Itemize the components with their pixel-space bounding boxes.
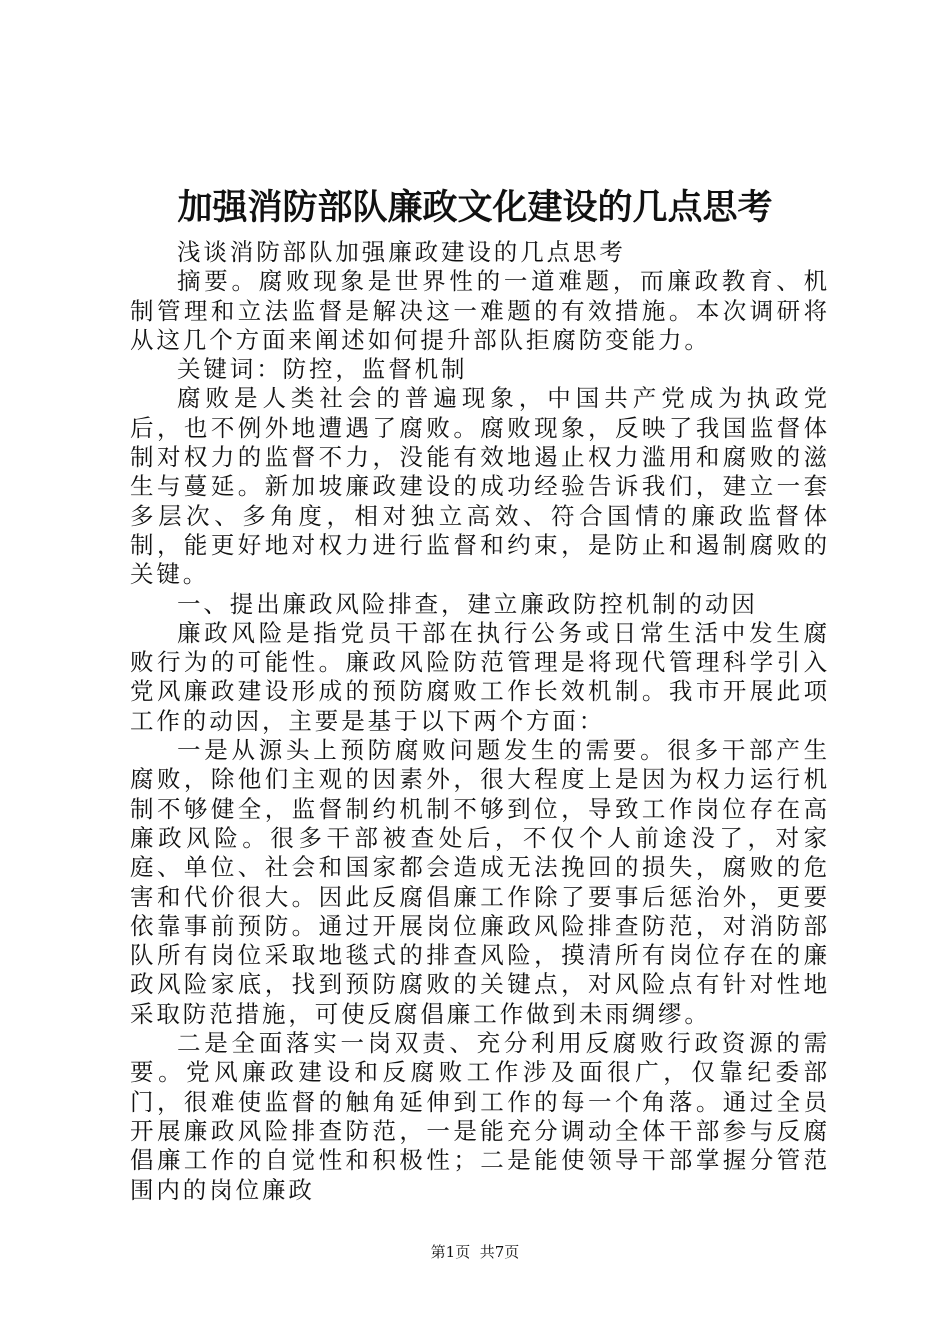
keywords-paragraph: 关键词：防控，监督机制: [177, 355, 468, 384]
subtitle-paragraph: 浅谈消防部队加强廉政建设的几点思考: [177, 238, 626, 266]
section-heading-1: 一、提出廉政风险排查，建立廉政防控机制的动因: [177, 589, 758, 618]
document-body: [130, 238, 830, 1205]
page-number: 第1页: [430, 1243, 471, 1261]
body-paragraph: 廉政风险是指党员干部在执行公务或日常生活中发生腐败行为的可能性。廉政风险防范管理是将现代管理科学引入党风廉政建设形成的预防腐败工作长效机制。我市开展此项工作的动因，主要是基于以下两个方面：: [130, 618, 830, 735]
abstract-paragraph: 摘要。腐败现象是世界性的一道难题，而廉政教育、机制管理和立法监督是解决这一难题的有效措施。本次调研将从这几个方面来阐述如何提升部队拒腐防变能力。: [130, 267, 830, 354]
intro-paragraph: 腐败是人类社会的普遍现象，中国共产党成为执政党后，也不例外地遭遇了腐败。腐败现象，反映了我国监督体制对权力的监督不力，没能有效地遏止权力滥用和腐败的滋生与蔓延。新加坡廉政建设的成功经验告诉我们，建立一套多层次、多角度，相对独立高效、符合国情的廉政监督体制，能更好地对权力进行监督和约束，是防止和遏制腐败的关键。: [130, 384, 830, 589]
document-title: 加强消防部队廉政文化建设的几点思考: [177, 187, 773, 228]
page-footer: [0, 1242, 950, 1262]
body-paragraph: 二是全面落实一岗双责、充分利用反腐败行政资源的需要。党风廉政建设和反腐败工作涉及面很广，仅靠纪委部门，很难使监督的触角延伸到工作的每一个角落。通过全员开展廉政风险排查防范，一是能充分调动全体干部参与反腐倡廉工作的自觉性和积极性；二是能使领导干部掌握分管范围内的岗位廉政: [130, 1029, 830, 1204]
page-total: 共7页: [479, 1243, 520, 1261]
body-paragraph: 一是从源头上预防腐败问题发生的需要。很多干部产生腐败，除他们主观的因素外，很大程度上是因为权力运行机制不够健全，监督制约机制不够到位，导致工作岗位存在高廉政风险。很多干部被查处后，不仅个人前途没了，对家庭、单位、社会和国家都会造成无法挽回的损失，腐败的危害和代价很大。因此反腐倡廉工作除了要事后惩治外，更要依靠事前预防。通过开展岗位廉政风险排查防范，对消防部队所有岗位采取地毯式的排查风险，摸清所有岗位存在的廉政风险家底，找到预防腐败的关键点，对风险点有针对性地采取防范措施，可使反腐倡廉工作做到未雨绸缪。: [130, 736, 830, 1028]
